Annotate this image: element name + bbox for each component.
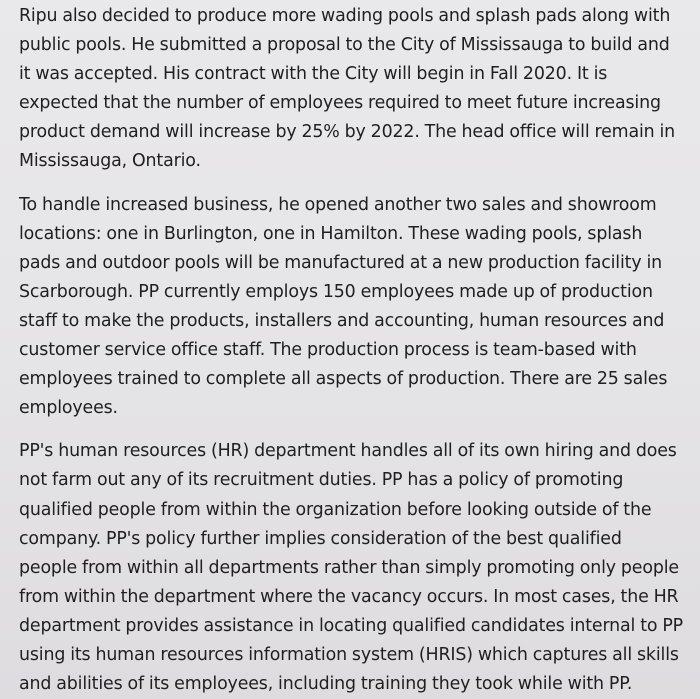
- paragraph-2: [19, 191, 690, 424]
- text-line: locations: one in Burlington, one in Hamilton. These wading pools, splash: [19, 223, 643, 244]
- text-line: not farm out any of its recruitment duties. PP has a policy of promoting: [19, 470, 624, 491]
- text-line: and abilities of its employees, including training they took while with PP.: [19, 674, 633, 695]
- text-line: pads and outdoor pools will be manufactured at a new production facility in: [19, 252, 663, 273]
- text-line: company. PP's policy further implies consideration of the best qualified: [19, 528, 622, 549]
- text-line: Scarborough. PP currently employs 150 employees made up of production: [19, 281, 653, 302]
- text-line: qualified people from within the organization before looking outside of the: [19, 499, 652, 520]
- text-line: people from within all departments rather than simply promoting only people: [19, 557, 679, 578]
- text-line: it was accepted. His contract with the City will begin in Fall 2020. It is: [19, 64, 608, 85]
- text-line: public pools. He submitted a proposal to the City of Mississauga to build and: [19, 35, 670, 56]
- text-line: from within the department where the vacancy occurs. In most cases, the HR: [19, 586, 679, 607]
- text-line: employees.: [19, 398, 118, 419]
- text-line: To handle increased business, he opened another two sales and showroom: [19, 194, 657, 215]
- paragraph-1: [19, 2, 690, 177]
- paragraph-3: [19, 437, 690, 699]
- text-line: Ripu also decided to produce more wading pools and splash pads along with: [19, 6, 671, 26]
- text-line: department provides assistance in locating qualified candidates internal to PP: [19, 615, 684, 636]
- text-line: staff to make the products, installers and accounting, human resources and: [19, 310, 665, 331]
- text-line: customer service office staff. The production process is team-based with: [19, 340, 637, 361]
- text-line: product demand will increase by 25% by 2022. The head office will remain in: [19, 122, 676, 143]
- text-line: expected that the number of employees required to meet future increasing: [19, 93, 661, 114]
- text-line: using its human resources information system (HRIS) which captures all skills: [19, 644, 679, 665]
- text-line: Mississauga, Ontario.: [19, 151, 201, 172]
- text-line: PP's human resources (HR) department handles all of its own hiring and does: [19, 441, 677, 462]
- text-line: employees trained to complete all aspects of production. There are 25 sales: [19, 369, 668, 390]
